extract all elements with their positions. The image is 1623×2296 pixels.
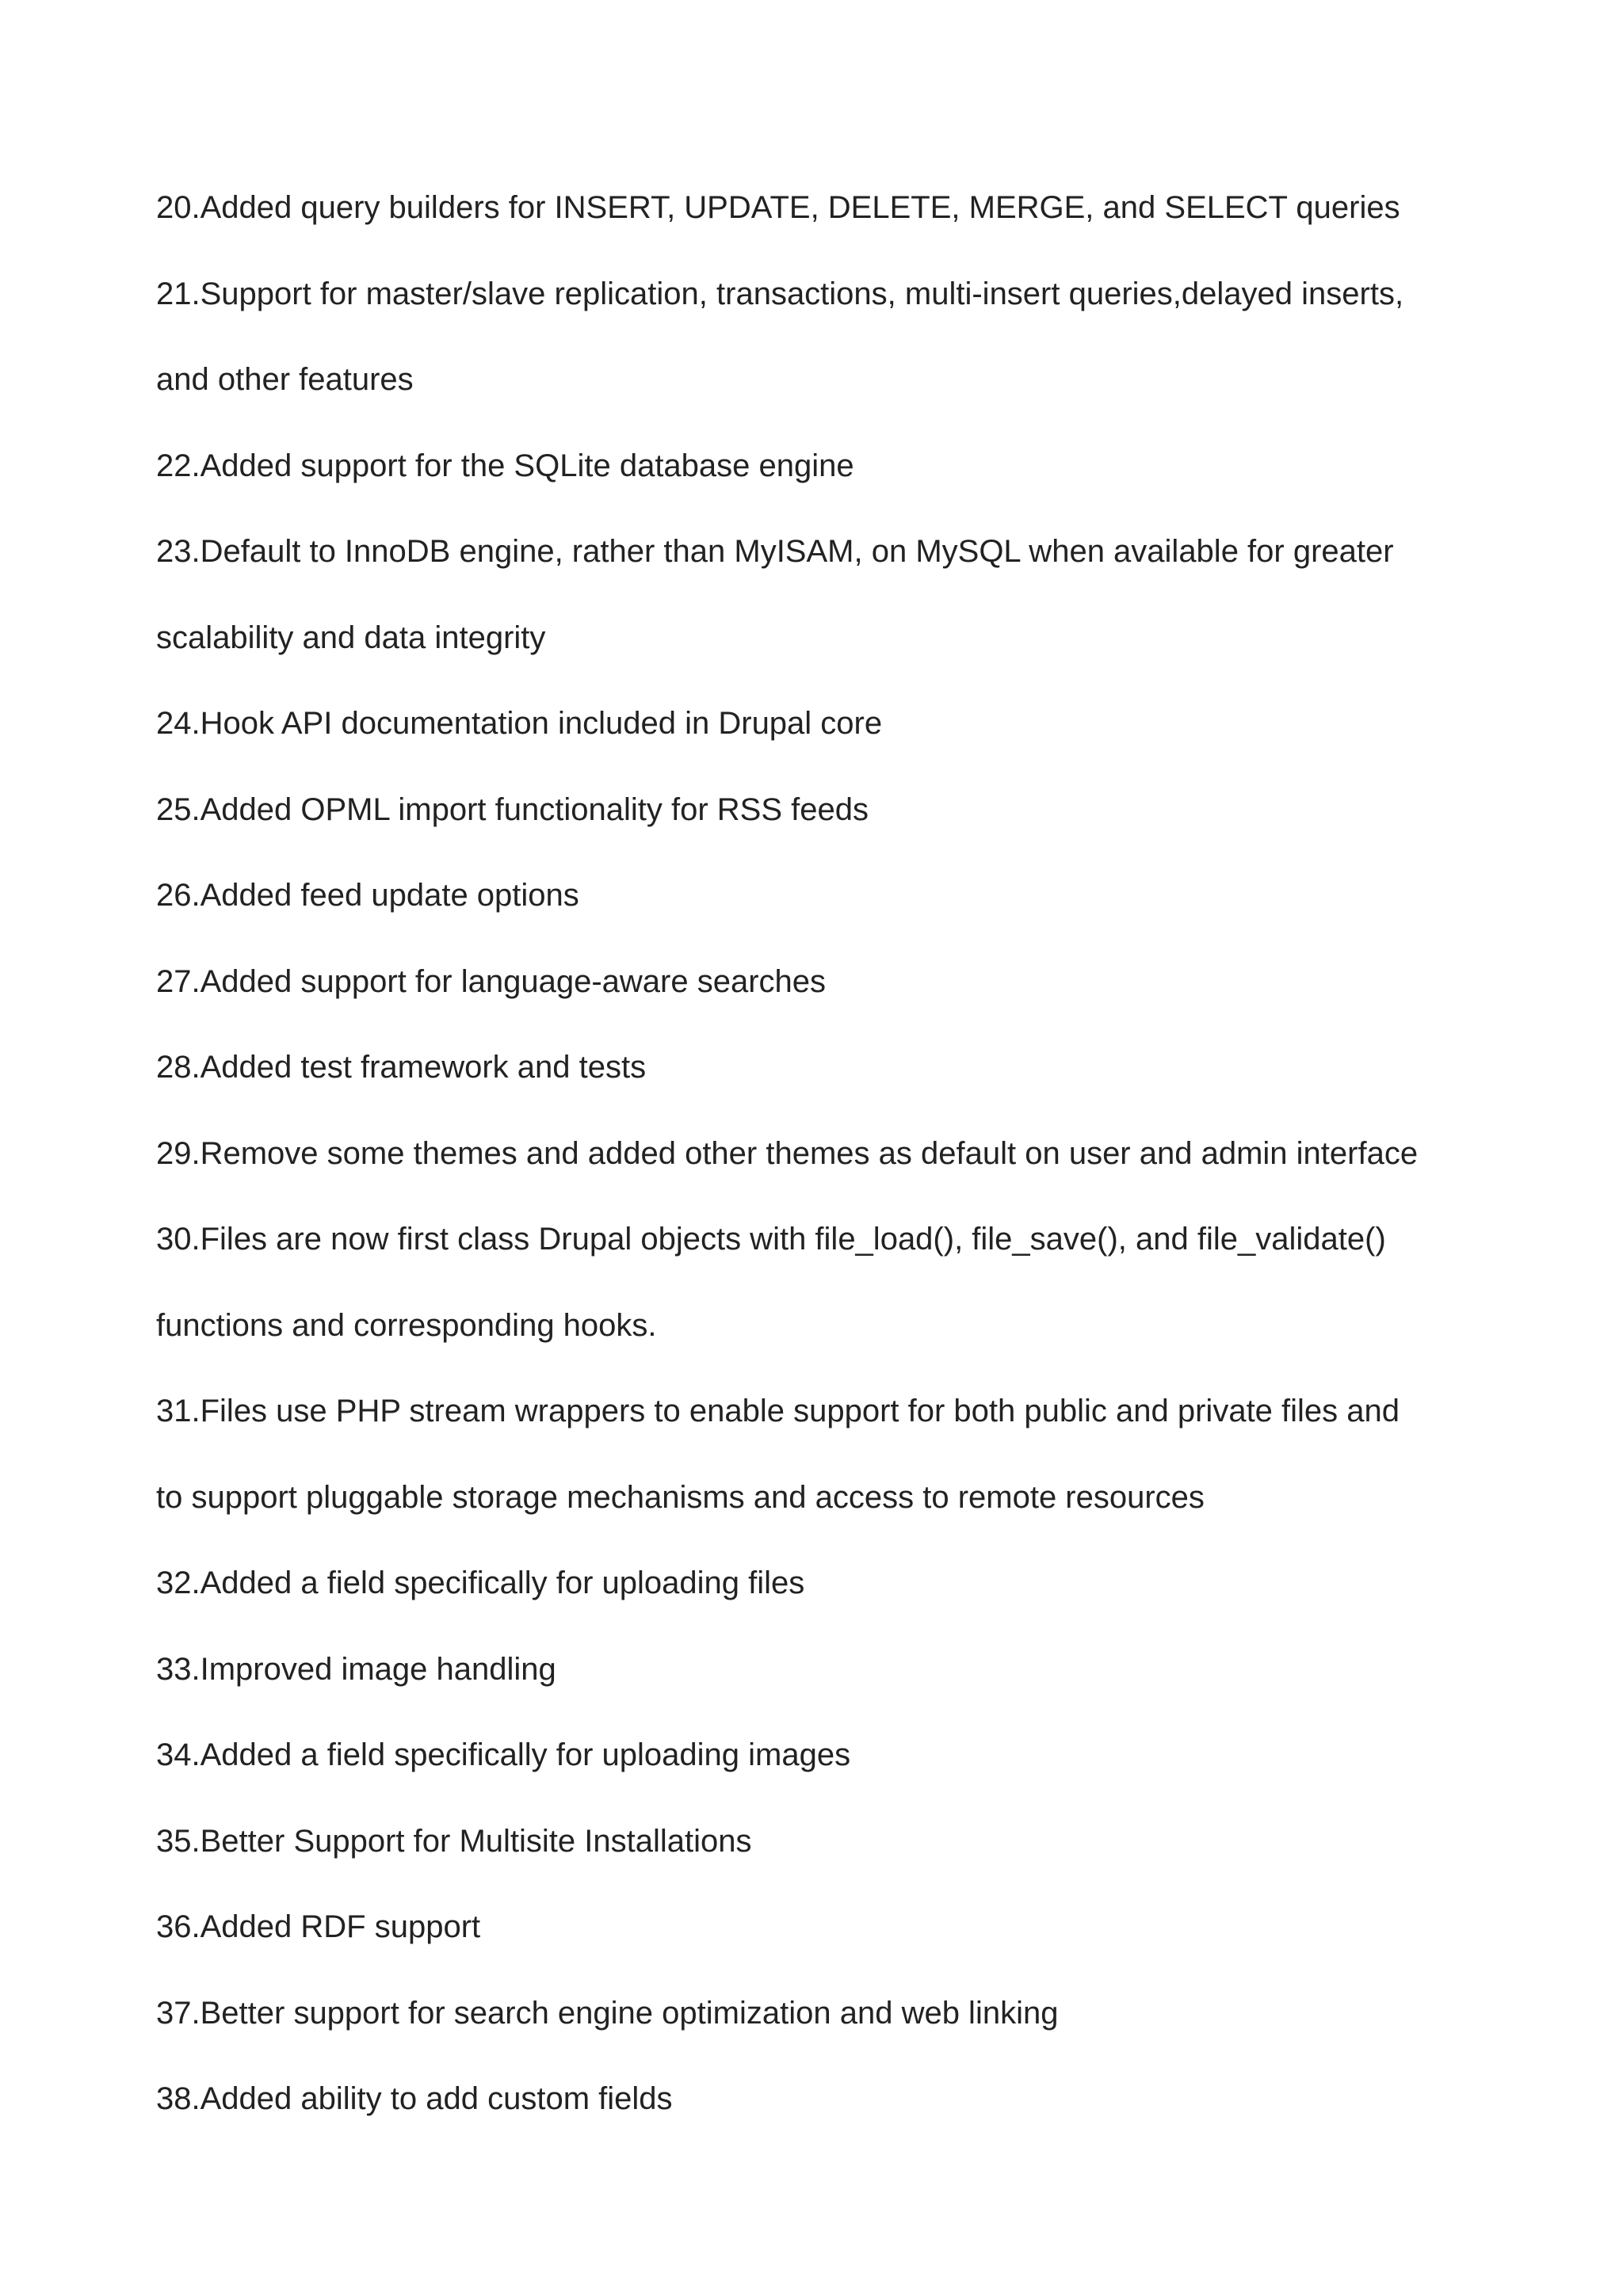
text-line: 37.Better support for search engine optimization and web linking [156, 1995, 1059, 2031]
text-line: 21.Support for master/slave replication, transactions, multi-insert queries,delayed inserts, [156, 276, 1404, 311]
text-line: 26.Added feed update options [156, 878, 579, 913]
text-line: 25.Added OPML import functionality for RSS feeds [156, 791, 869, 827]
text-line: functions and corresponding hooks. [156, 1307, 657, 1343]
text-line: 23.Default to InnoDB engine, rather than MyISAM, on MySQL when available for greater [156, 534, 1394, 569]
text-line: to support pluggable storage mechanisms and access to remote resources [156, 1479, 1205, 1515]
text-line: 35.Better Support for Multisite Installations [156, 1823, 752, 1859]
text-line: 33.Improved image handling [156, 1651, 556, 1687]
text-line: 32.Added a field specifically for uploading files [156, 1566, 805, 1600]
text-line: 38.Added ability to add custom fields [156, 2081, 673, 2116]
text-line: 36.Added RDF support [156, 1909, 481, 1944]
text-line: scalability and data integrity [156, 620, 546, 655]
text-line: 24.Hook API documentation included in Drupal core [156, 706, 883, 741]
text-line: 28.Added test framework and tests [156, 1050, 647, 1085]
text-line: 20.Added query builders for INSERT, UPDATE, DELETE, MERGE, and SELECT queries [156, 190, 1400, 225]
text-line: 27.Added support for language-aware searches [156, 963, 826, 999]
text-line: 30.Files are now first class Drupal objects with file_load(), file_save(), and file_validate() [156, 1222, 1386, 1257]
document-body [156, 165, 1503, 2142]
text-line: 22.Added support for the SQLite database engine [156, 448, 854, 483]
text-line: 31.Files use PHP stream wrappers to enable support for both public and private files and [156, 1394, 1400, 1428]
text-line: 34.Added a field specifically for uploading images [156, 1737, 851, 1772]
text-line: 29.Remove some themes and added other themes as default on user and admin interface [156, 1135, 1419, 1171]
text-line: and other features [156, 362, 414, 397]
